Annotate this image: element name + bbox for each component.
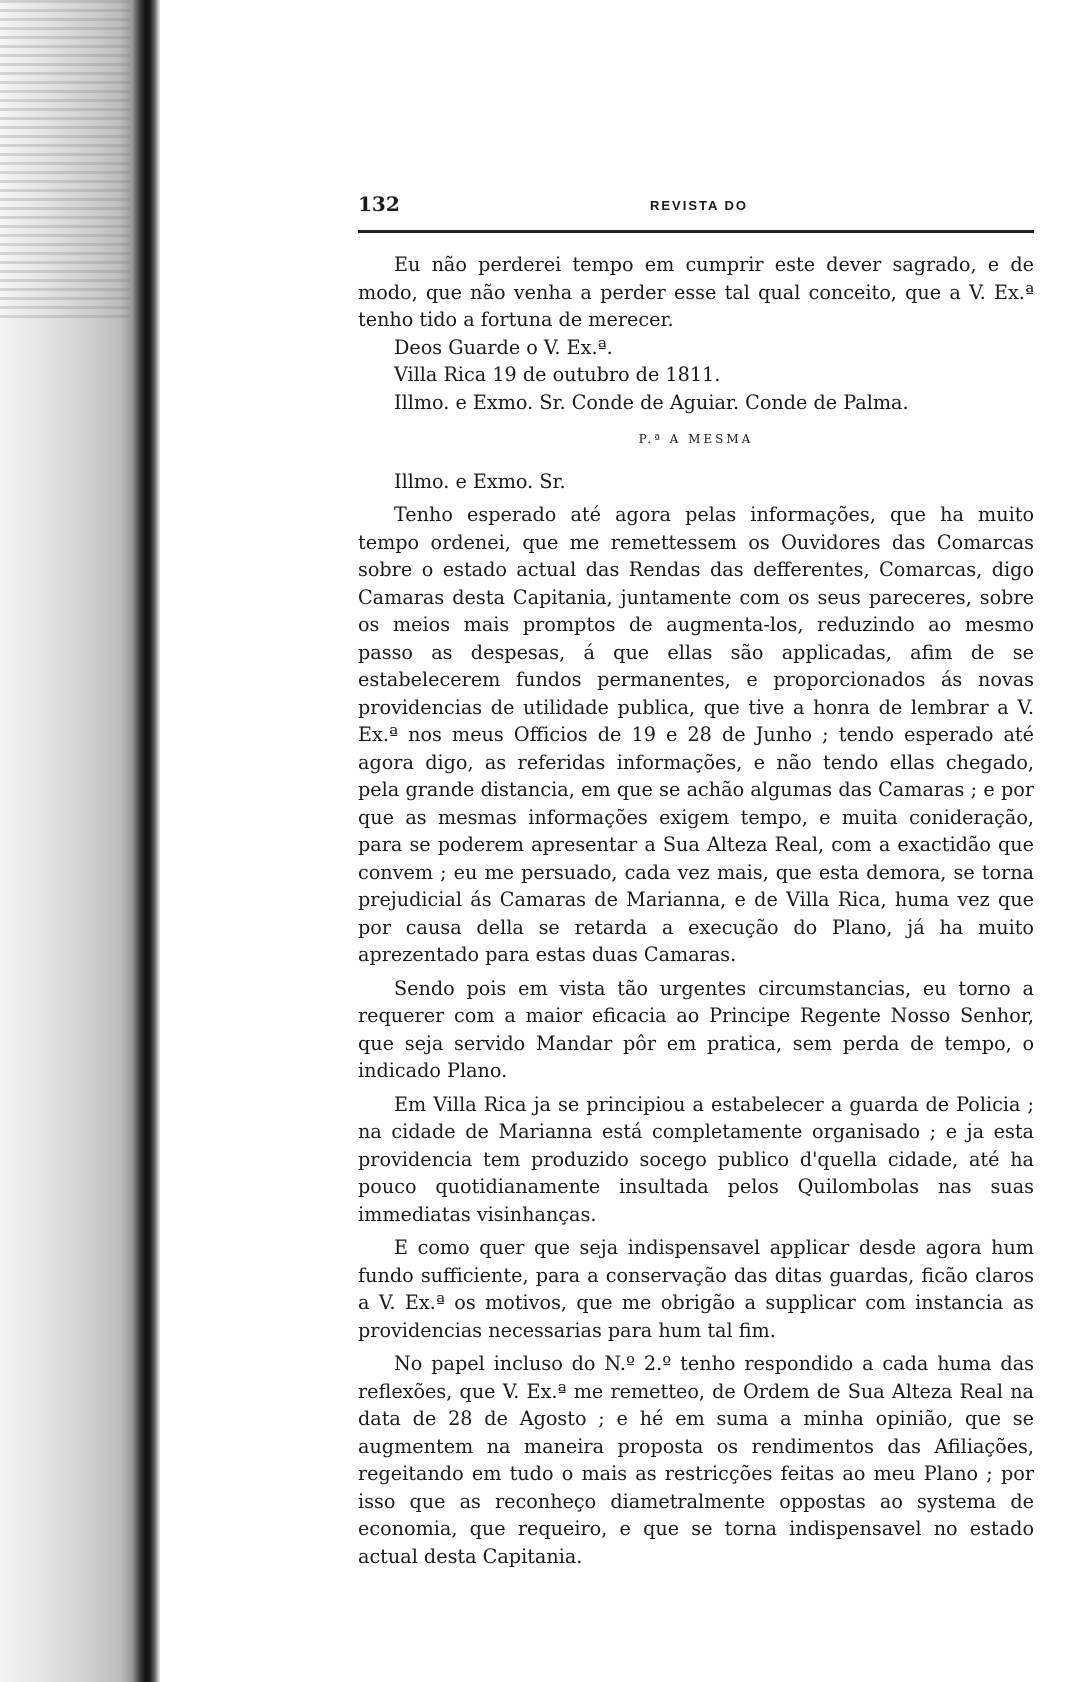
letter2-paragraph: Tenho esperado até agora pelas informações, que ha muito tempo ordenei, que me remettessem os Ouvidores das Comarcas sobre o estado actual das Rendas das defferentes, Comarcas, digo Camaras desta Capitania, juntamente com os seus pareceres, sobre os meios mais promptos de augmenta-los, reduzindo ao mesmo passo as despesas, á que ellas são applicadas, afim de se estabelecerem fundos permanentes, e proporcionados ás novas providencias de utilidade publica, que tive a honra de lembrar a V. Ex.ª nos meus Officios de 19 e 28 de Junho ; tendo esperado até agora digo, as referidas informações, e não tendo ellas chegado, pela grande distancia, em que se achão algumas das Camaras ; e por que as mesmas informações exigem tempo, e muita conideração, para se poderem apresentar a Sua Alteza Real, com a exactidão que convem ; eu me persuado, cada vez mais, que esta demora, se torna prejudicial ás Camaras de Marianna, e de Villa Rica, huma vez que por causa della se retarda a execução do Plano, já ha muito aprezentado para estas duas Camaras. bbox=[358, 503, 1034, 966]
scan-noise bbox=[0, 0, 130, 320]
letter2-paragraph: E como quer que seja indispensavel applicar desde agora hum fundo sufficiente, para a conservação das ditas guardas, ficão claros a V. Ex.ª os motivos, que me obrigão a supplicar com instancia as providencias necessarias para hum tal fim. bbox=[358, 1236, 1034, 1342]
letter2-paragraph: Em Villa Rica ja se principiou a estabelecer a guarda de Policia ; na cidade de Marianna está completamente organisado ; e ja esta providencia tem produzido socego publico d'quella cidade, até ha pouco quotidianamente insultada pelos Quilombolas nas suas immediatas visinhanças. bbox=[358, 1092, 1034, 1226]
letter1-addressee: Illmo. e Exmo. Sr. Conde de Aguiar. Conde de Palma. bbox=[394, 390, 909, 414]
letter2-salutation: Illmo. e Exmo. Sr. bbox=[394, 469, 566, 493]
letter1-closing: Deos Guarde o V. Ex.ª. bbox=[394, 335, 613, 359]
letter1-place-date: Villa Rica 19 de outubro de 1811. bbox=[394, 363, 721, 386]
page-number: 132 bbox=[358, 192, 400, 216]
letter2-paragraph: Sendo pois em vista tão urgentes circumstancias, eu torno a requerer com a maior eficacia ao Principe Regente Nosso Senhor, que seja servido Mandar pôr em pratica, sem perda de tempo, o indicado Plano. bbox=[358, 976, 1034, 1082]
document-page bbox=[358, 190, 1034, 1570]
letter2-paragraph: No papel incluso do N.º 2.º tenho respondido a cada huma das reflexões, que V. Ex.ª me remetteo, de Ordem de Sua Alteza Real na data de 28 de Agosto ; e hé em suma a minha opinião, que se augmentem na maneira proposta os rendimentos das Afiliações, regeitando em tudo o mais as restricções feitas ao meu Plano ; por isso que as reconheço diametralmente oppostas ao systema de economia, que requeiro, e que se torna indispensavel no estado actual desta Capitania. bbox=[358, 1352, 1034, 1568]
running-head: REVISTA DO bbox=[650, 198, 749, 213]
letter1-paragraph: Eu não perderei tempo em cumprir este dever sagrado, e de modo, que não venha a perder esse tal qual conceito, que a V. Ex.ª tenho tido a fortuna de merecer. bbox=[358, 253, 1034, 331]
page-header bbox=[358, 190, 1034, 233]
section-title: P.ª A MESMA bbox=[638, 432, 754, 446]
page-body bbox=[358, 251, 1034, 1570]
